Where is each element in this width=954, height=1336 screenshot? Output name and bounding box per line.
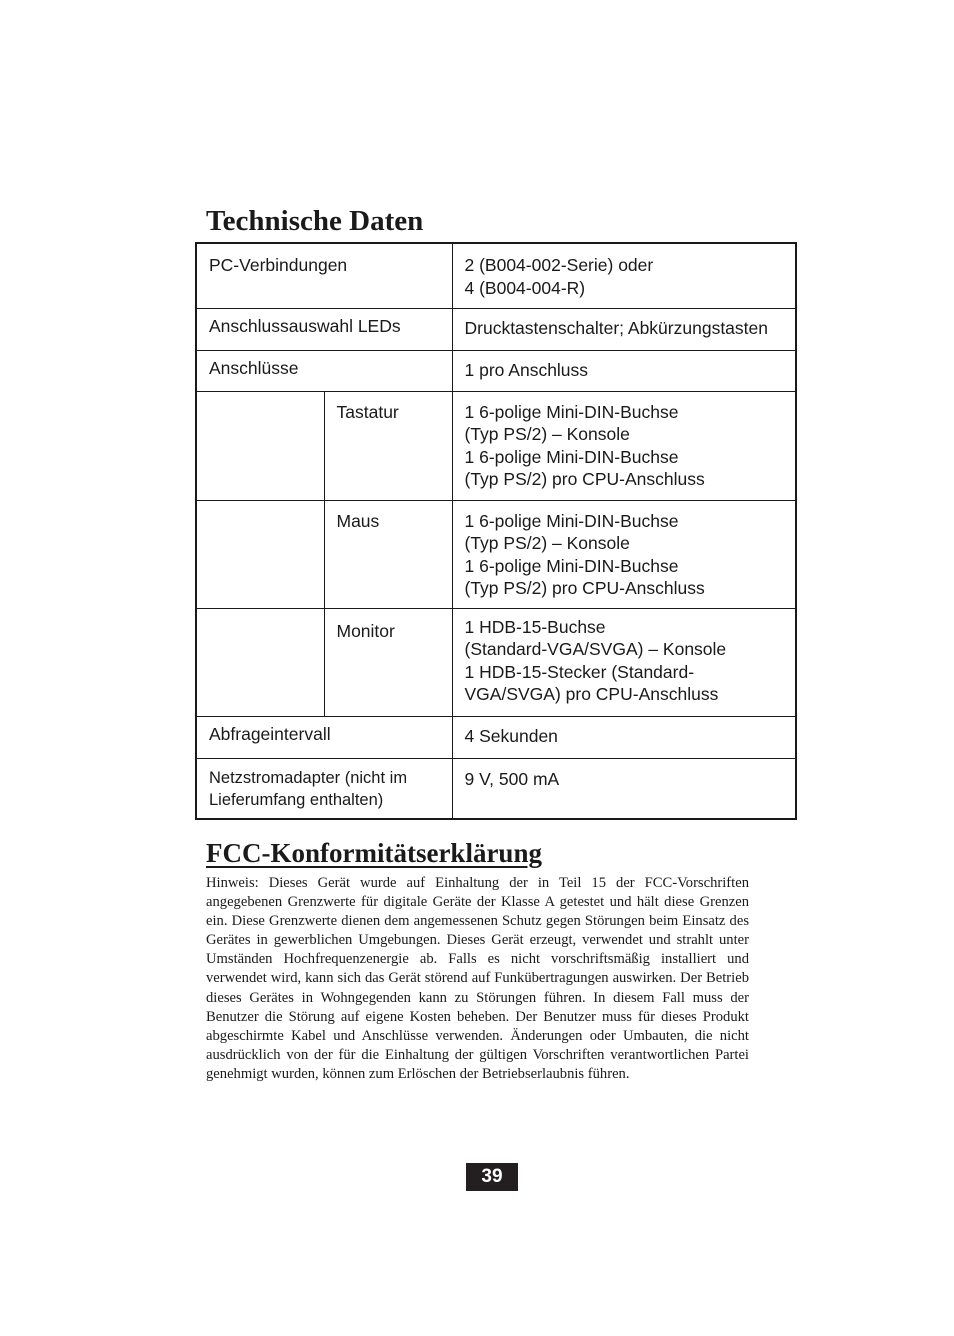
table-row <box>196 716 796 758</box>
table-row <box>196 608 796 716</box>
spec-label: Anschlussauswahl LEDs <box>196 308 452 350</box>
fcc-heading: FCC-Konformitätserklärung <box>206 838 542 868</box>
spec-label: Anschlüsse <box>196 350 452 391</box>
spec-value: 4 Sekunden <box>452 716 796 758</box>
spec-value: 1 HDB-15-Buchse (Standard-VGA/SVGA) – Konsole 1 HDB-15-Stecker (Standard- VGA/SVGA) pro CPU-Anschluss <box>452 608 796 716</box>
spec-value: 1 6-polige Mini-DIN-Buchse (Typ PS/2) – Konsole 1 6-polige Mini-DIN-Buchse (Typ PS/2) pro CPU-Anschluss <box>452 391 796 500</box>
specs-table <box>195 242 797 820</box>
spec-value: 2 (B004-002-Serie) oder 4 (B004-004-R) <box>452 243 796 308</box>
table-row <box>196 243 796 308</box>
spec-label: PC-Verbindungen <box>196 243 452 308</box>
spec-label <box>196 500 324 608</box>
spec-value: 1 pro Anschluss <box>452 350 796 391</box>
page-number-badge: 39 <box>466 1163 518 1191</box>
table-row <box>196 391 796 500</box>
table-row <box>196 308 796 350</box>
spec-value: Drucktastenschalter; Abkürzungstasten <box>452 308 796 350</box>
page-title: Technische Daten <box>206 205 424 237</box>
table-row <box>196 500 796 608</box>
spec-sublabel: Tastatur <box>324 391 452 500</box>
spec-value: 9 V, 500 mA <box>452 758 796 819</box>
spec-value: 1 6-polige Mini-DIN-Buchse (Typ PS/2) – Konsole 1 6-polige Mini-DIN-Buchse (Typ PS/2) pro CPU-Anschluss <box>452 500 796 608</box>
spec-label <box>196 391 324 500</box>
table-row <box>196 758 796 819</box>
spec-label <box>196 608 324 716</box>
table-row <box>196 350 796 391</box>
spec-sublabel: Maus <box>324 500 452 608</box>
spec-label: Netzstromadapter (nicht im Lieferumfang enthalten) <box>196 758 452 819</box>
fcc-paragraph: Hinweis: Dieses Gerät wurde auf Einhaltung der in Teil 15 der FCC-Vorschriften angegebenen Grenzwerte für digitale Geräte der Klasse A getestet und hält diese Grenzen ein. Diese Grenzwerte dienen dem angemessenen Schutz gegen Störungen beim Einsatz des Gerätes in gewerblichen Umgebungen. Dieses Gerät erzeugt, verwendet und strahlt unter Umständen Hochfrequenzenergie ab. Falls es nicht vorschriftsmäßig installiert und verwendet wird, kann sich das Gerät störend auf Funkübertragungen auswirken. Der Betrieb dieses Gerätes in Wohngegenden kann zu Störungen führen. In diesem Fall muss der Benutzer die Störung auf eigene Kosten beheben. Der Benutzer muss für dieses Produkt abgeschirmte Kabel und Anschlüsse verwenden. Änderungen oder Umbauten, die nicht ausdrücklich von der für die Einhaltung der gültigen Vorschriften verantwortlichen Partei genehmigt wurden, können zum Erlöschen der Betriebserlaubnis führen. <box>206 875 749 1082</box>
spec-sublabel: Monitor <box>324 608 452 716</box>
spec-label: Abfrageintervall <box>196 716 452 758</box>
